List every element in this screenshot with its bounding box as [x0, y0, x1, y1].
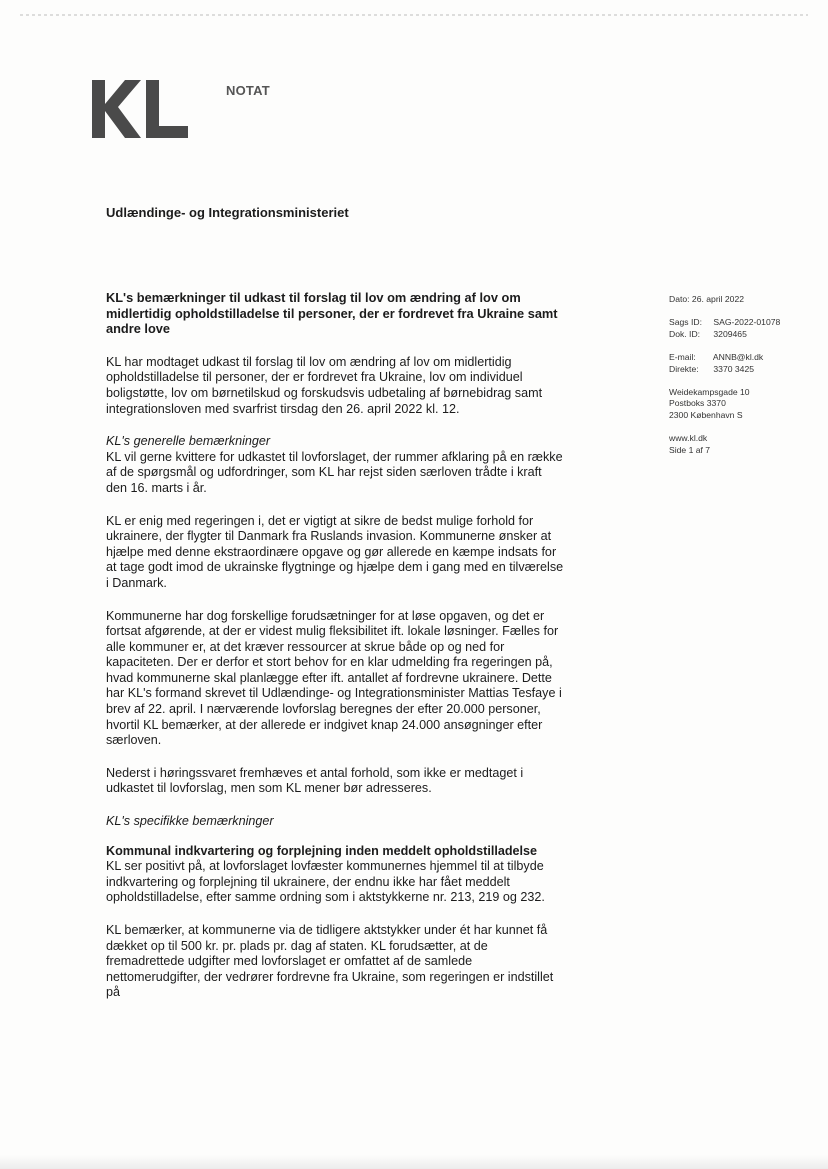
date: Dato: 26. april 2022	[669, 294, 745, 304]
document-type: NOTAT	[226, 83, 270, 98]
direct-phone: Direkte: 3370 3425	[669, 363, 755, 374]
kl-logo	[92, 80, 188, 138]
section-heading-specific: KL's specifikke bemærkninger	[106, 814, 274, 829]
page-number: Side 1 af 7	[669, 444, 711, 455]
main-content	[106, 290, 566, 1018]
scan-edge-top	[20, 14, 808, 16]
general-paragraph-1: KL vil gerne kvittere for udkastet til lovforslaget, der rummer afklaring på en række af de spørgsmål og udfordringer, som KL har rejst siden særloven trådte i kraft den 16. marts i år.	[106, 449, 563, 495]
case-id: Sags ID: SAG-2022-01078	[669, 317, 781, 328]
address-pobox: Postboks 3370	[669, 398, 726, 409]
email-link[interactable]: ANNB@kl.dk	[712, 352, 764, 363]
email: E-mail: ANNB@kl.dk	[669, 352, 764, 363]
general-paragraph-4: Nederst i høringssvaret fremhæves et antal forhold, som ikke er medtaget i udkastet til lovforslag, men som KL mener bør adresseres.	[106, 765, 524, 796]
address-street: Weidekampsgade 10	[669, 387, 750, 398]
scan-edge-bottom	[0, 1155, 828, 1169]
metadata-sidebar	[669, 294, 809, 468]
recipient: Udlændinge- og Integrationsministeriet	[106, 205, 349, 220]
intro-paragraph: KL har modtaget udkast til forslag til lov om ændring af lov om midlertidig opholdstilladelse til personer, der er fordrevet fra Ukraine, lov om individuel boligstøtte, lov om børnetilskud og forskudsvis udbetaling af børnebidrag samt integrationsloven med svarfrist tirsdag den 26. april 2022 kl. 12.	[106, 354, 543, 416]
document-title: KL's bemærkninger til udkast til forslag til lov om ændring af lov om midlertidig opholdstilladelse til personer, der er fordrevet fra Ukraine samt andre love	[106, 290, 558, 337]
specific-paragraph-1: KL ser positivt på, at lovforslaget lovfæster kommunernes hjemmel til at tilbyde indkvartering og forplejning til ukrainere, der endnu ikke har fået meddelt opholdstilladelse, efter samme ordning som i aktstykkerne nr. 213, 219 og 232.	[106, 859, 545, 905]
address-city: 2300 København S	[669, 409, 743, 420]
section-heading-general: KL's generelle bemærkninger	[106, 434, 271, 449]
general-paragraph-2: KL er enig med regeringen i, det er vigtigt at sikre de bedst mulige forhold for ukrainere, der flygter til Danmark fra Ruslands invasion. Kommunerne ønsker at hjælpe med denne ekstraordinære opgave og gør allerede en kæmpe indsats for at tage godt imod de ukrainske flygtninge og hjælpe dem i gang med en tilværelse i Danmark.	[106, 513, 564, 590]
subheading-accommodation: Kommunal indkvartering og forplejning inden meddelt opholdstilladelse	[106, 843, 538, 858]
specific-paragraph-2: KL bemærker, at kommunerne via de tidligere aktstykker under ét har kunnet få dækket op til 500 kr. pr. plads pr. dag af staten. KL forudsætter, at de fremadrettede udgifter med lovforslaget er omfattet af de samlede nettomerudgifter, der vedrører fordrevne fra Ukraine, som regeringen er indstillet på	[106, 923, 554, 1000]
website-link[interactable]: www.kl.dk	[669, 433, 708, 444]
general-paragraph-3: Kommunerne har dog forskellige forudsætninger for at løse opgaven, og det er fortsat afgørende, at der er videst mulig fleksibilitet ift. lokale løsninger. Fælles for alle kommuner er, at det kræver ressourcer at skrue både op og ned for kapaciteten. Der er derfor et stort behov for en klar udmelding fra regeringen på, hvad kommunerne skal planlægge efter ift. antallet af fordrevne ukrainere. Dette har KL's formand skrevet til Udlændinge- og Integrationsminister Mattias Tesfaye i brev af 22. april. I nærværende lovforslag beregnes der efter 20.000 personer, hvortil KL bemærker, at der allerede er indgivet knap 24.000 ansøgninger efter særloven.	[106, 608, 562, 748]
document-id: Dok. ID: 3209465	[669, 328, 747, 339]
